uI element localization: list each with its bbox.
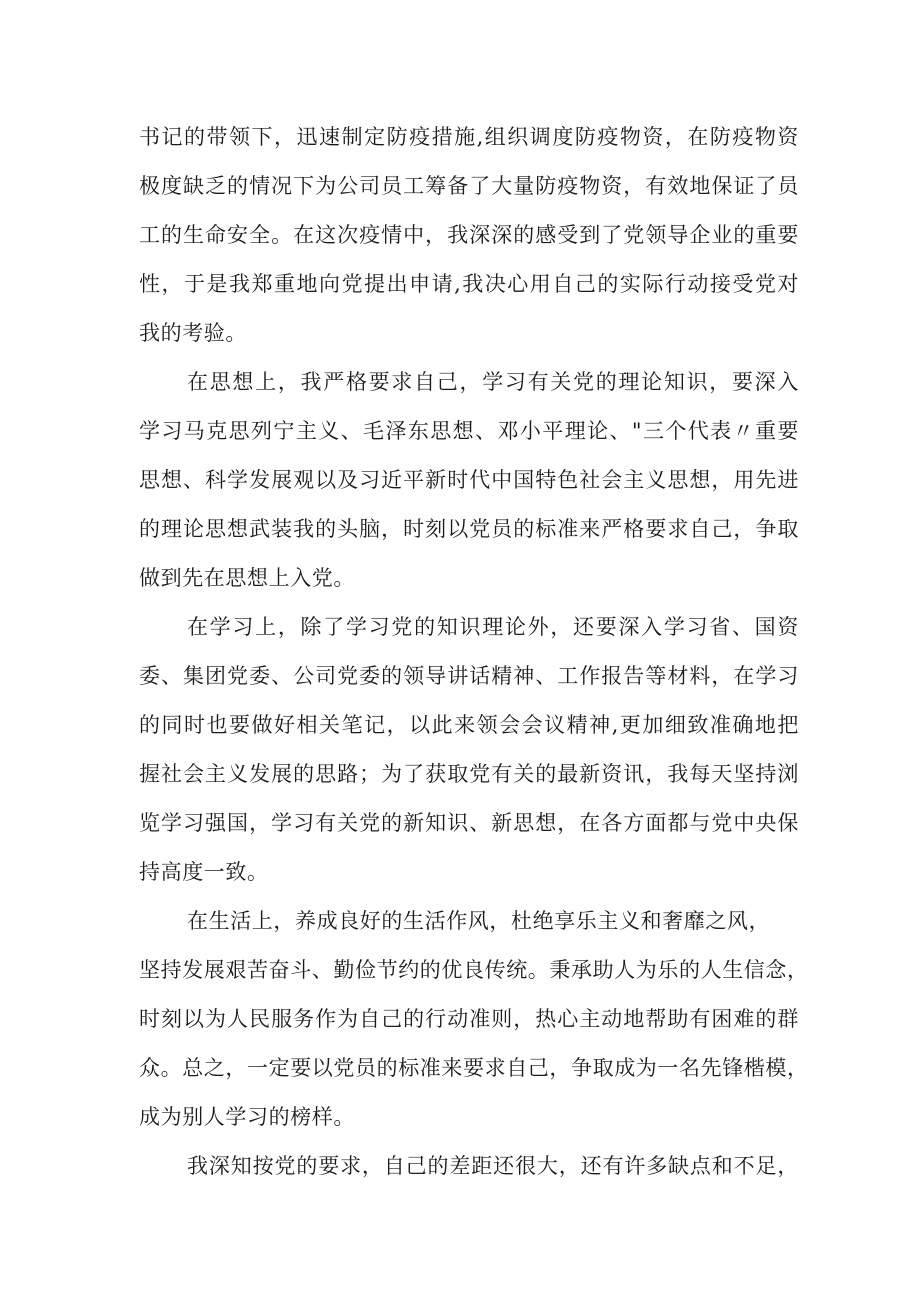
text-line: 性，于是我郑重地向党提出申请,我决心用自己的实际行动接受党对 <box>139 272 799 296</box>
text-line: 览学习强国，学习有关党的新知识、新思想，在各方面都与党中央保 <box>139 811 799 835</box>
text-line: 极度缺乏的情况下为公司员工筹备了大量防疫物资，有效地保证了员 <box>139 174 799 198</box>
text-line: 思想、科学发展观以及习近平新时代中国特色社会主义思想，用先进 <box>139 468 799 492</box>
text-line: 在学习上，除了学习党的知识理论外，还要深入学习省、国资 <box>187 615 799 639</box>
text-line: 握社会主义发展的思路；为了获取党有关的最新资讯，我每天坚持浏 <box>139 762 799 786</box>
text-line: 书记的带领下，迅速制定防疫措施,组织调度防疫物资，在防疫物资 <box>139 125 799 149</box>
text-line: 时刻以为人民服务作为自己的行动准则，热心主动地帮助有困难的群 <box>139 1007 799 1031</box>
text-line: 在思想上，我严格要求自己，学习有关党的理论知识，要深入 <box>187 370 799 394</box>
text-line: 做到先在思想上入党。 <box>139 566 355 590</box>
paragraph-1 <box>139 113 799 358</box>
paragraph-4 <box>139 897 809 1142</box>
text-line: 工的生命安全。在这次疫情中，我深深的感受到了党领导企业的重要 <box>139 223 799 247</box>
text-line: 在生活上，养成良好的生活作风，杜绝享乐主义和奢靡之风， <box>187 909 771 933</box>
text-line: 坚持发展艰苦奋斗、勤俭节约的优良传统。秉承助人为乐的人生信念， <box>139 958 809 982</box>
text-line: 持高度一致。 <box>139 860 269 884</box>
text-line: 委、集团党委、公司党委的领导讲话精神、工作报告等材料，在学习 <box>139 664 799 688</box>
text-line: 我的考验。 <box>139 321 247 345</box>
paragraph-2 <box>139 358 799 603</box>
paragraph-5 <box>139 1142 799 1191</box>
text-line: 众。总之，一定要以党员的标准来要求自己，争取成为一名先锋楷模， <box>139 1056 809 1080</box>
text-line: 的同时也要做好相关笔记，以此来领会会议精神,更加细致准确地把 <box>139 713 799 737</box>
paragraph-3 <box>139 603 799 897</box>
text-line: 我深知按党的要求，自己的差距还很大，还有许多缺点和不足， <box>187 1154 799 1178</box>
text-line: 成为别人学习的榜样。 <box>139 1105 355 1129</box>
text-line: 学习马克思列宁主义、毛泽东思想、邓小平理论、"三个代表〃重要 <box>139 419 799 443</box>
text-line: 的理论思想武装我的头脑，时刻以党员的标准来严格要求自己，争取 <box>139 517 799 541</box>
document-body <box>139 113 809 1191</box>
